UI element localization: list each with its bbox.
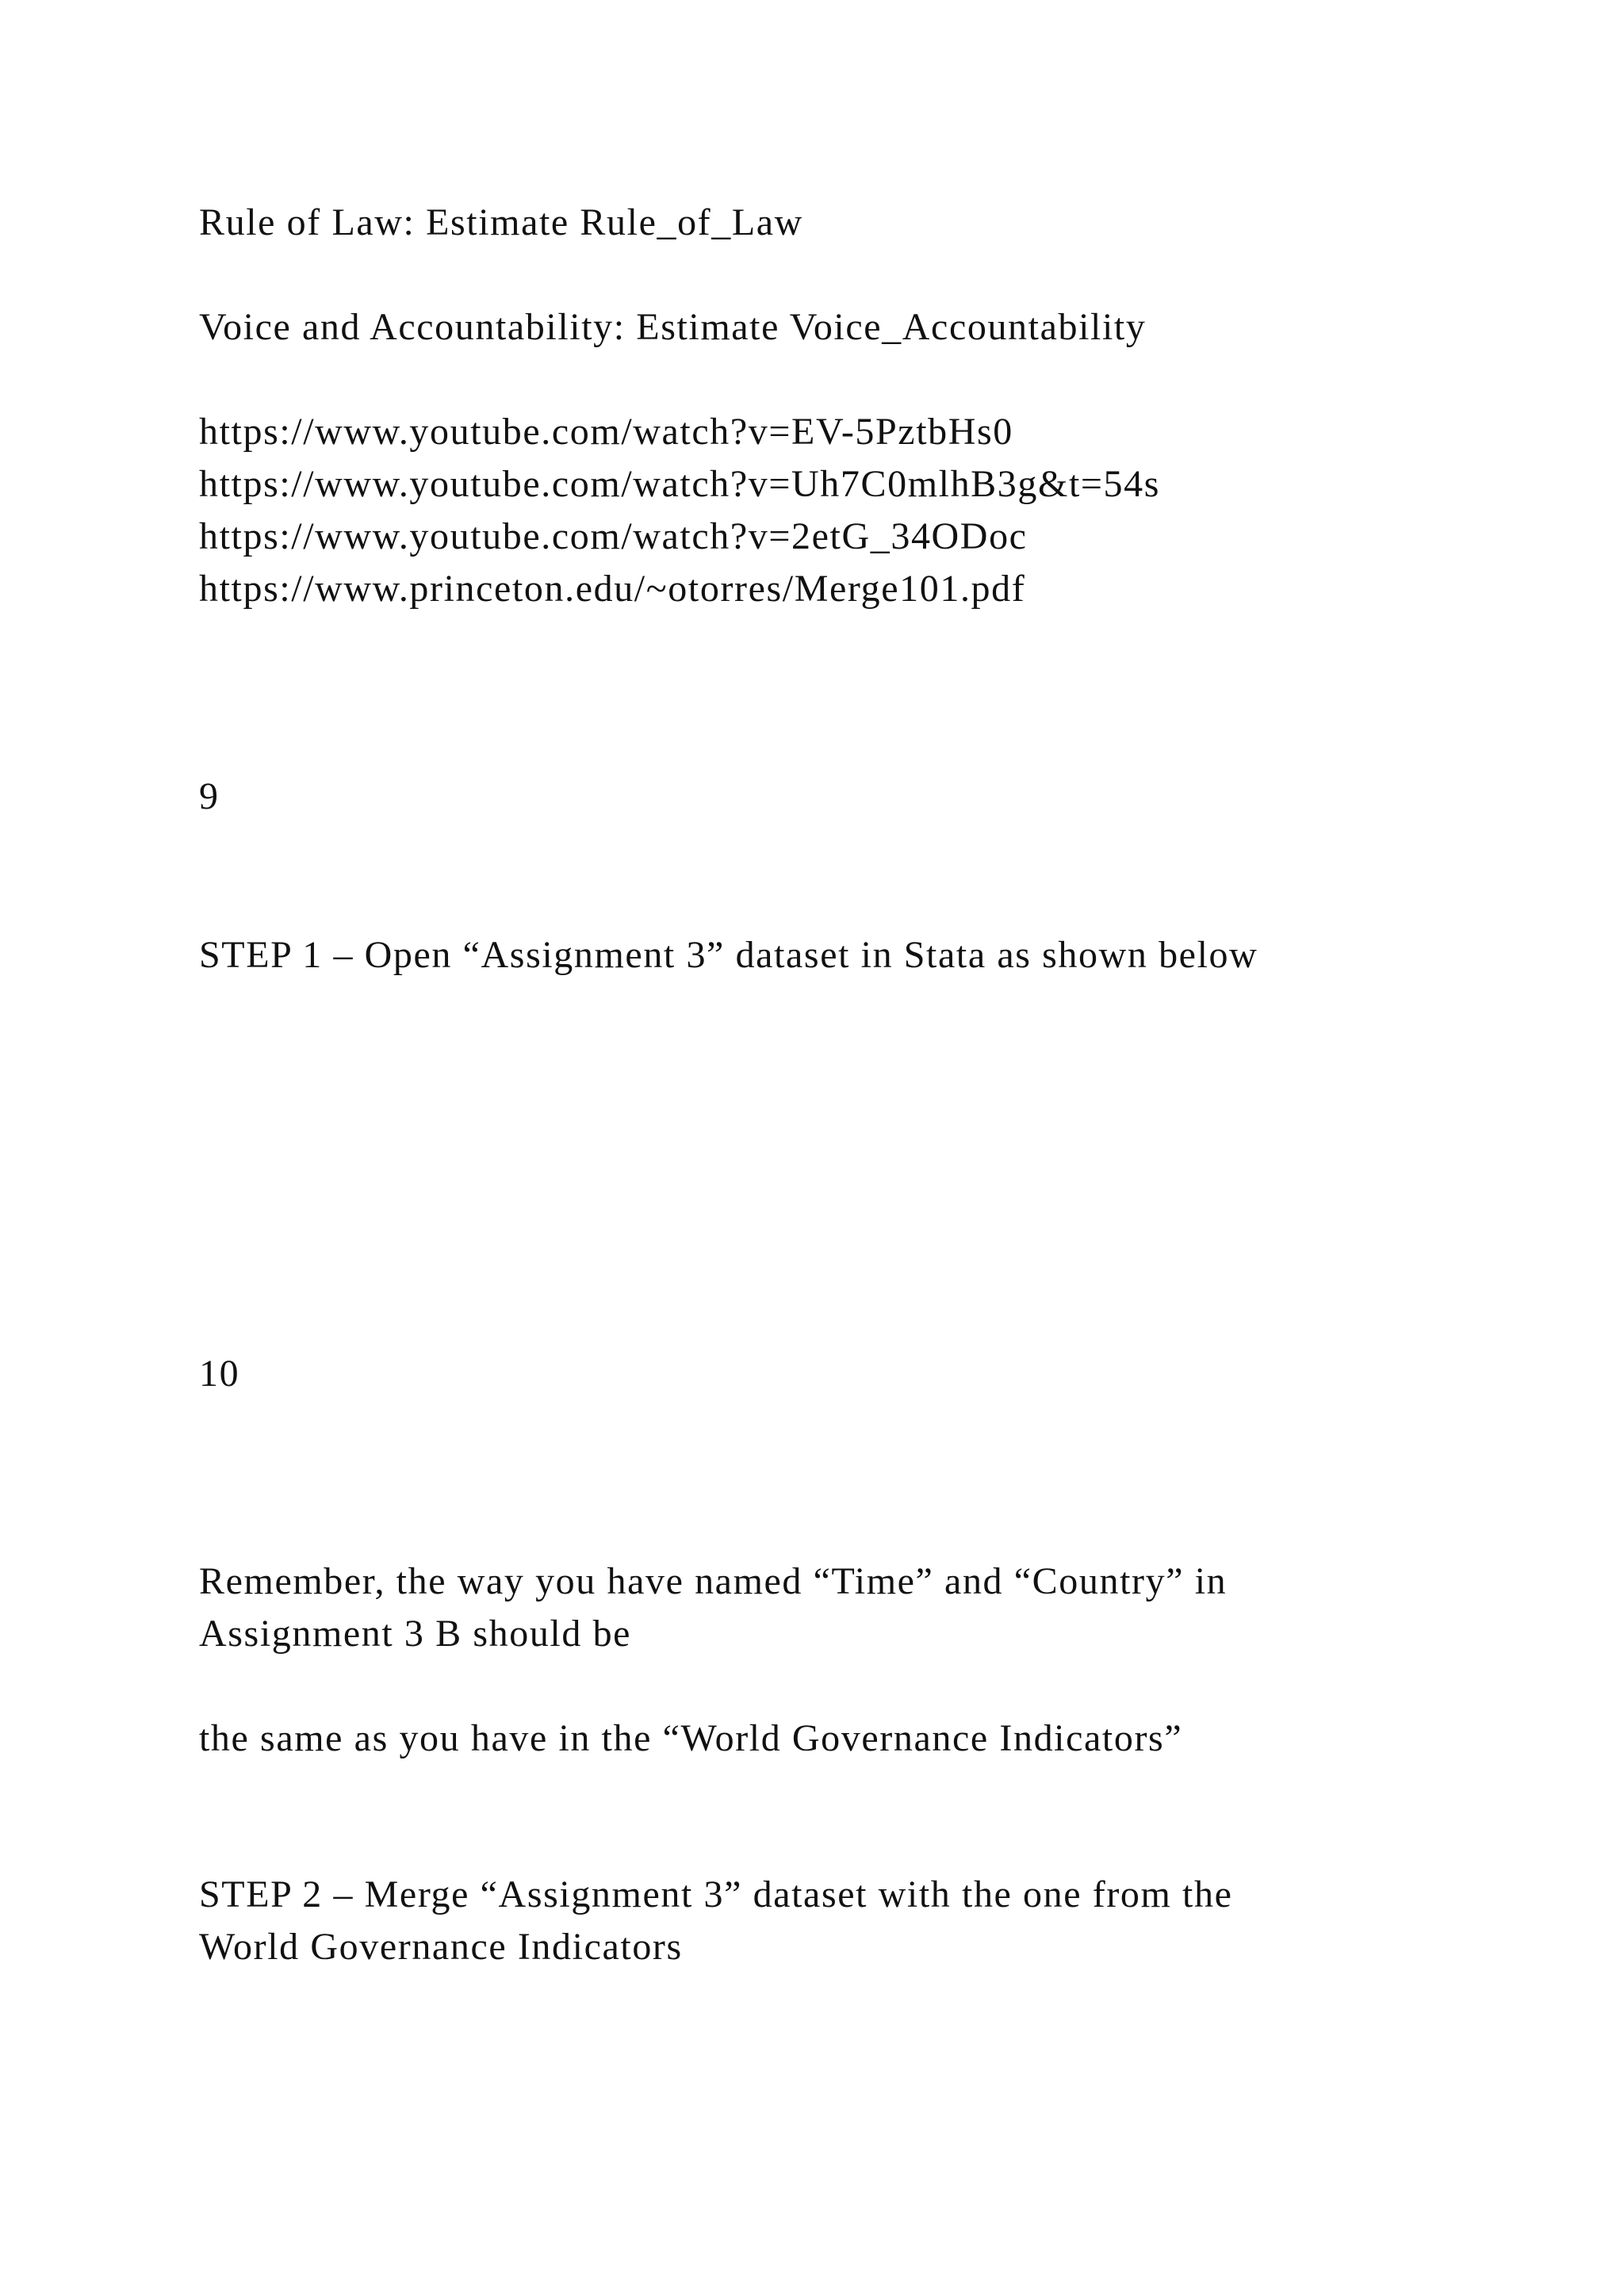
voice-accountability-text: Voice and Accountability: Estimate Voice_Accountability — [199, 306, 1147, 348]
remember-text-line1: Remember, the way you have named “Time” and “Country” in — [199, 1560, 1228, 1602]
link-youtube-2[interactable]: https://www.youtube.com/watch?v=Uh7C0mlhB3g&t=54s — [199, 463, 1161, 505]
same-as-text: the same as you have in the “World Governance Indicators” — [199, 1717, 1183, 1759]
step1-text: STEP 1 – Open “Assignment 3” dataset in Stata as shown below — [199, 934, 1258, 976]
link-princeton-pdf[interactable]: https://www.princeton.edu/~otorres/Merge101.pdf — [199, 568, 1026, 610]
page-number-10: 10 — [199, 1353, 240, 1395]
link-youtube-3[interactable]: https://www.youtube.com/watch?v=2etG_34ODoc — [199, 515, 1028, 557]
step2-text-line2: World Governance Indicators — [199, 1926, 683, 1968]
page-number-9: 9 — [199, 775, 220, 817]
remember-text-line2: Assignment 3 B should be — [199, 1613, 632, 1655]
rule-of-law-text: Rule of Law: Estimate Rule_of_Law — [199, 201, 803, 243]
link-youtube-1[interactable]: https://www.youtube.com/watch?v=EV-5PztbHs0 — [199, 411, 1013, 453]
step2-text-line1: STEP 2 – Merge “Assignment 3” dataset with the one from the — [199, 1873, 1233, 1915]
